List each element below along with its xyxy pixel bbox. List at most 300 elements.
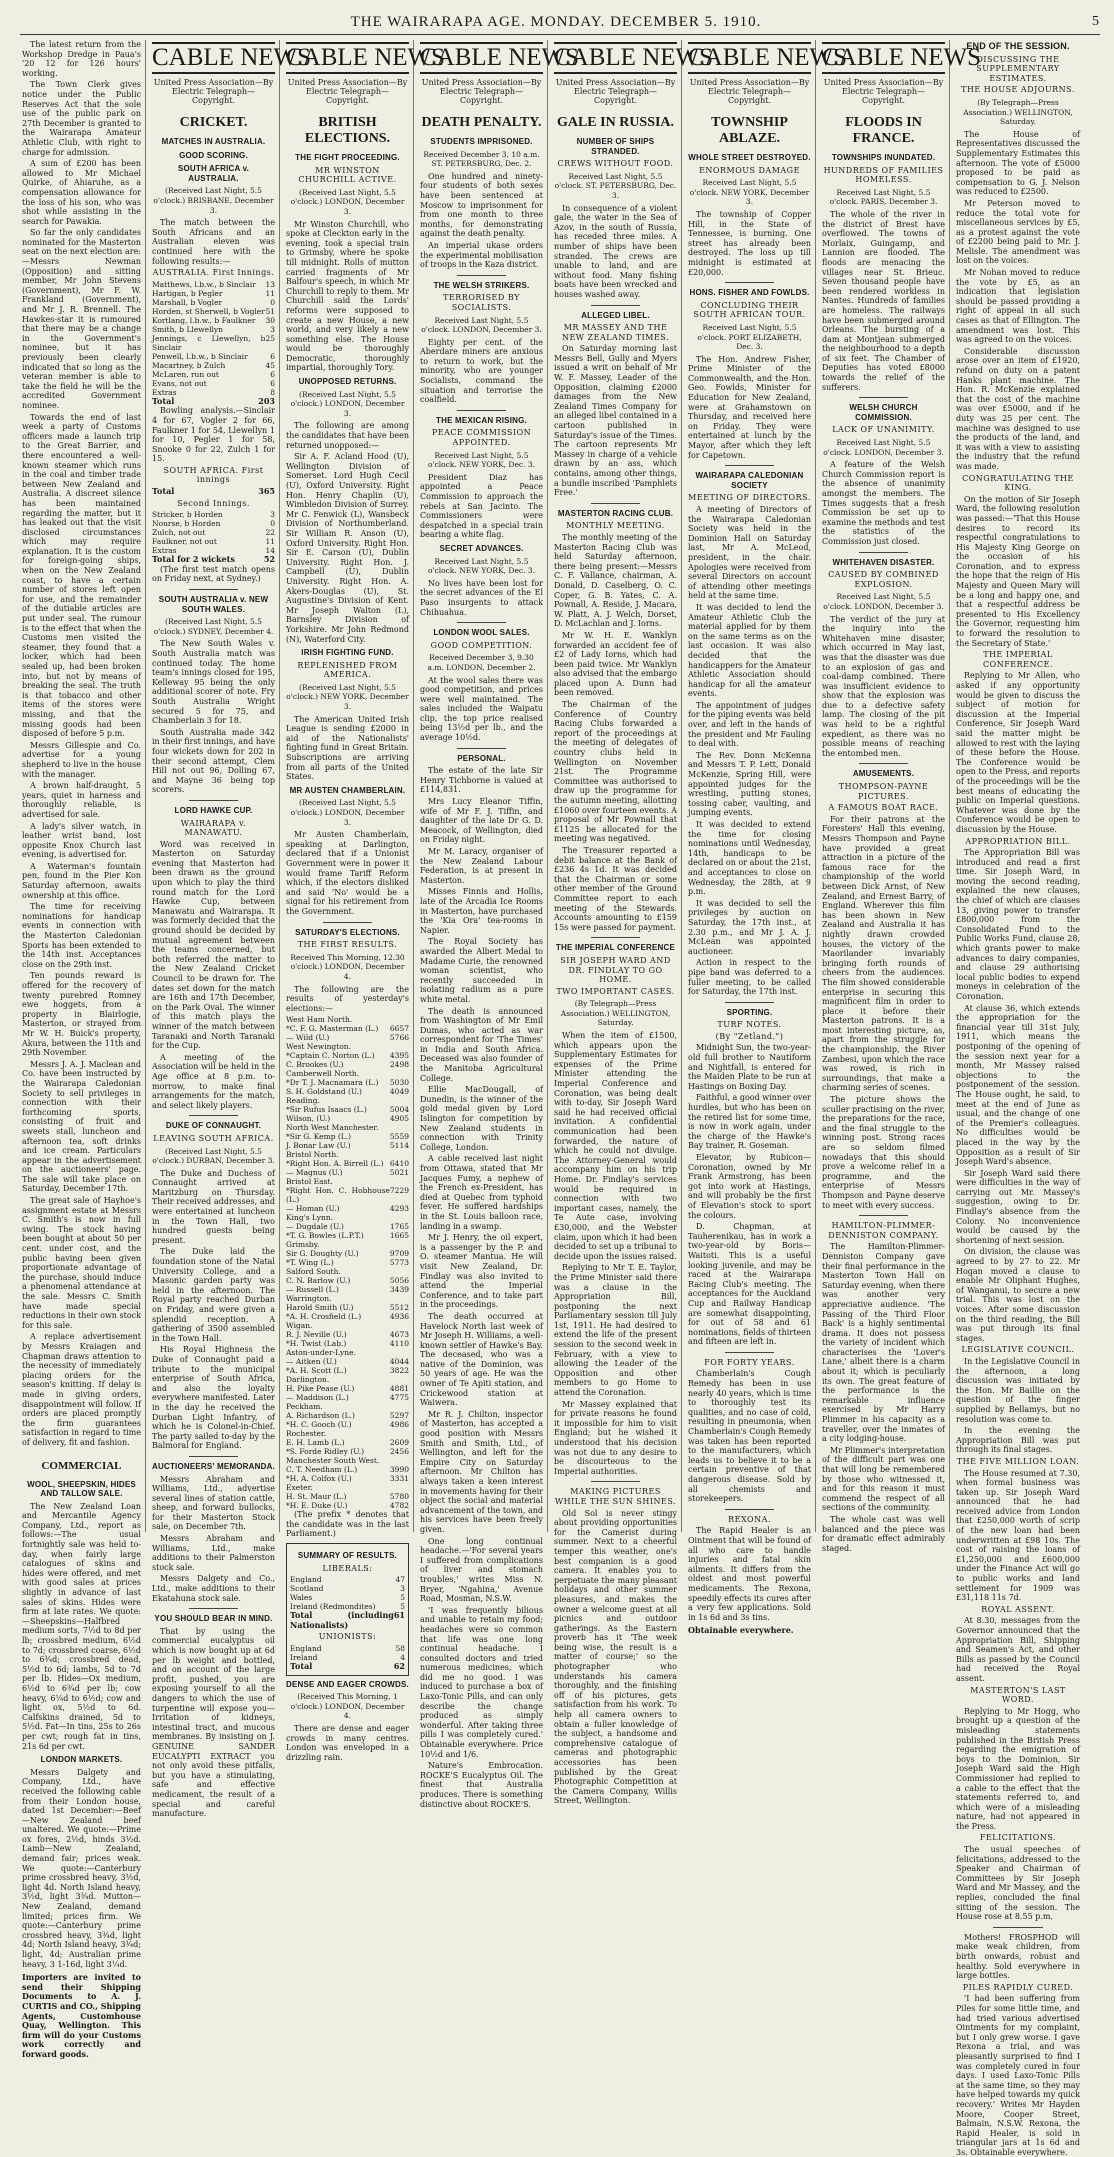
row-label: Hartigan, b Pegler	[152, 288, 223, 298]
score-row	[152, 307, 275, 316]
row-value: 3	[270, 510, 275, 520]
advertisement: Obtainable everywhere.	[688, 1625, 794, 1636]
paragraph: Replying to Mr T. E. Taylor, the Prime Minister said there was a clause in the Appropriation Bill, postponing the next Parliamentary session till July 1st, 1911. He had desired to extend the life of the present session to the second week in February, with a view to allowing the Leader of the Opposition and other members to go Home to attend the Coronation.	[554, 1263, 677, 1398]
row-value: 25	[265, 333, 275, 343]
paragraph: The Chairman of the Conference of Country Racing Clubs forwarded a report of the proceedings at the meeting of delegates of country clubs held in Wellington on November 21st. The Programme Committee was authorised to draw up the programme for the autumn meeting, allotting £1060 over fourteen events. A proposal of Mr Pownall that £1125 be allocated for the meeting was negatived.	[554, 700, 677, 844]
article-heading: END OF THE SESSION.	[966, 41, 1070, 51]
paragraph: (The prefix * denotes that the candidate was in the last Parliament.)	[286, 1510, 409, 1539]
divider	[189, 1115, 238, 1116]
subheading: APPROPRIATION BILL.	[965, 836, 1071, 846]
row-label: Smith, b Llewellyn	[152, 324, 223, 334]
row-label: Jennings, c Llewellyn, b Sinclair	[152, 333, 266, 352]
score-row	[286, 1339, 409, 1348]
subheading: CAUSED BY COMBINED EXPLOSION.	[828, 570, 939, 589]
subheading: SATURDAY'S ELECTIONS.	[295, 927, 400, 937]
paragraph: D. Chapman, at Tauherenikau, has in work a two-year-old by Boris—Waitoti. This is a useful looking juvenile, and may be raced at the Wairarapa Racing Club's meeting. The acceptances for the Auckland Cup and Railway Handicap are somewhat disappointing, for out of 58 and 61 nominations, fields of thirteen and fifteen are left in.	[688, 1222, 811, 1347]
article-heading: DEATH PENALTY.	[421, 115, 542, 130]
divider	[189, 1456, 238, 1457]
subheading: UNOPPOSED RETURNS.	[298, 377, 397, 387]
paragraph: Towards the end of last week a party of Customs officers made a launch trip to the Great Barrier, and there encountered a well-known steamer which runs in the coal and timber trade between New Zealand and Australia. A discreet silence has been maintained regarding the matter, but it has leaked out that the visit disclosed circumstances which may require explanation. It is the custom for foreign-going ships, when on the New Zealand coast, to have a certain number of stores left open for use, and the remainder of the dutiable articles are put under seal. The rumour is to the effect that when the Customs men visited the steamer, they found that a locker, which had been sealed up, had been broken into, but not by means of breaking the seal. The truth is that tobacco and other items of the stores were missing, and that the missing goods had been disposed of before 5 p.m.	[22, 412, 141, 739]
row-value: 6657	[389, 1024, 409, 1034]
dateline: Received Last Night, 5.5 o'clock. PORT ELIZABETH, Dec. 3.	[697, 322, 802, 352]
row-value: 4395	[389, 1051, 409, 1061]
row-value: 22	[265, 528, 275, 538]
paragraph: Eighty per cent. of the Aberdare miners are anxious to return to work, but the minority, who are younger Socialists, command the situation and terrorise the coalfield.	[420, 337, 543, 405]
score-row	[286, 1501, 409, 1510]
paragraph: The township of Copper Hill, in the State of Tennessee, is burning. One street has already been destroyed. The loss up till midnight is estimated at £20,000.	[688, 209, 811, 277]
row-label: *C. F. G. Masterman (L.)	[286, 1024, 379, 1034]
press-credit: United Press Association—By Electric Telegraph—Copyright.	[823, 78, 944, 105]
row-label: *H. Twist (Lab.)	[286, 1339, 347, 1349]
paragraph: The latest return from the Workshop Dredge in Paua's '20 12 for 126 hours' working.	[22, 40, 141, 78]
score-row	[286, 1024, 409, 1033]
paragraph: On Saturday morning last Messrs Bell, Gully and Myers issued a writ on behalf of Mr W. F. Massey, Leader of the Opposition, claiming £2000 damages from the New Zealand Times Company for an alleged libel contained in a cartoon published in Saturday's issue of the Times. The cartoon represents Mr Massey in charge of a vehicle drawn by an ass, which contains, among other things, a bundle inscribed 'Pamphlets Free.'	[554, 344, 677, 498]
subheading: SPORTING.	[726, 1007, 773, 1017]
article-heading: BRITISH ELECTIONS.	[304, 115, 391, 146]
paragraph: Sir A. F. Acland Hood (U), Wellington Division of Somerset. Lord Hugh Cecil (U), Oxford University. Right Hon. Henry Chaplin (U), Wimbledon Division of Surrey. Mr C. Fenwick (L), Wansbeck Division of Northumberland. Sir William R. Anson (U), Oxford University. Right Hon. Sir E. Carson (U), Dublin University. Right Hon. J. Campbell (U), Dublin University. Right Hon. A. Akers-Douglas (U), St. Augustine's Division of Kent. Mr Joseph Walton (L), Barnsley Division of Yorkshire. Mr John Redmond (N), Waterford City.	[286, 452, 409, 644]
paragraph: Messrs Dalgety and Co., Ltd., make additions to their Ekatahuna stock sale.	[152, 1574, 275, 1603]
row-value: 13	[265, 279, 275, 289]
dateline: Received Last Night, 5.5 o'clock. NEW YORK, December 3.	[689, 178, 810, 207]
paragraph: The monthly meeting of the Masterton Racing Club was held Saturday afternoon, there being present:—Messrs C. F. Vallance, chairman, A. Donald, D. Caselberg, O. C. Coper, G. B. Yates, C. A. Pownall, A. Reside, J. Macara, W. Platt, A. J. Welch, Dorset, D. McLachlan and J. Iorns.	[554, 532, 677, 629]
dateline: Received Last Night, 5.5 o'clock. LONDON, December 3.	[823, 438, 944, 457]
dateline: Received Last Night, 5.5 o'clock. NEW YORK, Dec. 3.	[427, 450, 536, 470]
paragraph: The Duke and Duchess of Connaught arrived at Maritzburg on Thursday. Their received addresses, and were entertained at luncheon in the Town Hall, two hundred guests being present.	[152, 1168, 275, 1245]
score-row	[290, 1575, 405, 1584]
row-label: C. T. Needham (L.)	[286, 1465, 358, 1475]
score-row	[286, 1168, 409, 1177]
score-row	[286, 1051, 409, 1060]
paragraph: Considerable discussion arose over an item of £1920, refund on duty on a patent Hanks plant machine. The Hon. R. McKenzie explained that the cost of the machine was over £5000, and if he duty was 25 per cent. The machine was designed to use the products of the land, and it was with a view to assisting the industry that the refund was made.	[956, 346, 1080, 471]
paragraph: Mr M. Laracy, organiser of the New Zealand Labour Federation, is at present in Masterton.	[420, 847, 543, 885]
subheading: PEACE COMMISSION APPOINTED.	[431, 428, 532, 448]
paragraph: At clause 36, which extends the appropriation for the financial year till 31st July, 1911, which means the postponing of the opening of the session next year for a month, Mr Massey raised objections to the postponement of the session. The House ought, he said, to meet at the end of June as usual, and the change of one of the Premier's colleagues. No difficulties would be placed in the way by the Opposition as a result of Sir Joseph Ward's absence.	[956, 1003, 1080, 1167]
score-row	[152, 537, 275, 546]
row-label: — Dugdale (U.)	[286, 1222, 344, 1232]
innings-label: Second Innings.	[177, 498, 250, 508]
subheading: SECRET ADVANCES.	[439, 543, 524, 553]
scorecard	[152, 510, 275, 555]
score-row	[290, 1584, 405, 1593]
paragraph: 'I was frequently bilious and unable to retain my food; headaches were so common that life was one long continual headache. I consulted doctors and tried numerous medicines, which did me no good. I was induced to purchase a box of Laxo-Tonic Pills, and can only describe the change produced as simply wonderful. After taking three pills I was completely cured.' Obtainable everywhere. Price 10½d and 1/6.	[420, 1605, 543, 1759]
score-row	[286, 1438, 409, 1447]
masthead-rule	[20, 34, 1100, 35]
row-label: Extras	[152, 387, 177, 397]
subheading: AUCTIONEERS' MEMORANDA.	[152, 1461, 275, 1471]
row-label: — Aitken (U.)	[286, 1357, 337, 1367]
row-value: 6	[270, 378, 275, 388]
paragraph: Faithful, a good winner over hurdles, but who has been on the retired list for some time, is now in work again, under the charge of the Hawke's Bay trainer, R. Goseman.	[688, 1093, 811, 1151]
row-value: 3	[270, 324, 275, 334]
paragraph: The picture shows the sculler practising on the river, the preparations for the race, and the final struggle to the winning post. Strong races are so seldom filmed nowadays that this should prove a welcome relief in a programme, and the enterprise of Messrs Thompson and Payne deserve to meet with every success.	[822, 1095, 945, 1210]
score-row	[286, 1141, 409, 1150]
row-label: — Magnus (U.)	[286, 1168, 343, 1178]
subheading: WELSH CHURCH COMMISSION.	[849, 403, 918, 422]
row-label: H. St. Maur (L.)	[286, 1492, 347, 1502]
row-value: 6	[270, 351, 275, 361]
score-row	[152, 334, 275, 352]
paragraph: The death is announced from Washington of Mr Emil Dumas, who acted as war correspondent for 'The Times' in India and South Africa. Deceased was also founder of the Manitoba Agricultural College.	[420, 1006, 543, 1083]
unionist-rows	[290, 1644, 405, 1662]
subheading: CREWS WITHOUT FOOD.	[557, 159, 674, 169]
paragraph: The House of Representatives discussed the Supplementary Estimates this afternoon. The vote of £5000 proposed to be paid as compensation to G. J. Nelson was reduced to £2500.	[956, 129, 1080, 197]
section-heading: COMMERCIAL	[41, 1459, 122, 1472]
paragraph: The Treasurer reported a debit balance at the Bank of £236 4s 1d. It was decided that the Chairman or some other member of the Ground Committee report to each meeting of the Stewards. Accounts amounting to £159 15s were passed for payment.	[554, 845, 677, 932]
subheading: REXONA.	[728, 1514, 771, 1524]
innings-label: SOUTH AFRICA. First innings	[163, 465, 264, 485]
subheading: MASTERTON RACING CLUB.	[557, 508, 674, 518]
row-label: Warrington.	[286, 1294, 332, 1304]
row-label: North West Manchester.	[286, 1123, 379, 1133]
row-label: *Right Hon. A. Birrell (L.)	[286, 1159, 384, 1169]
cable-news-heading: CABLE NEWS	[420, 42, 543, 74]
score-row	[286, 1159, 409, 1168]
subheading: MR MASSEY AND THE NEW ZEALAND TIMES.	[561, 323, 670, 342]
subheading: WHITEHAVEN DISASTER.	[832, 557, 935, 567]
row-value: 5004	[389, 1105, 409, 1115]
column-6	[686, 40, 848, 1636]
score-row	[286, 1375, 409, 1384]
total-line: Total for 2 wickets 52	[152, 554, 275, 565]
row-value: 6	[270, 369, 275, 379]
subheading: STUDENTS IMPRISONED.	[430, 137, 533, 146]
score-row	[286, 1465, 409, 1474]
score-row	[286, 1474, 409, 1483]
dateline: Received December 3, 9.30 a.m. LONDON, December 2.	[427, 653, 536, 672]
paragraph: The following are among the candidates that have been returned unopposed:—	[286, 421, 409, 450]
cable-news-heading: CABLE NEWS	[286, 42, 409, 74]
total-line: Total (including Nationalists) 61	[290, 1610, 405, 1630]
divider	[591, 503, 640, 504]
dateline: (By Telegraph—Press Association.) WELLINGTON, Saturday.	[560, 999, 671, 1028]
row-value: 7229	[389, 1186, 409, 1196]
paragraph: A feature of the Welsh Church Commission report is the absence of unanimity amongst the members. The Times suggests that a fresh Commission be set up to examine the methods and test the statistics of the Commission just closed.	[822, 460, 945, 546]
row-value: 4936	[389, 1312, 409, 1322]
score-row	[286, 1186, 409, 1204]
dateline: (Received Last Night, 5.5 o'clock.) LONDON, December 3.	[290, 389, 405, 418]
score-row	[286, 1249, 409, 1258]
innings-label: AUSTRALIA. First Innings.	[152, 268, 275, 278]
row-label: Aston-under-Lyne.	[286, 1348, 356, 1358]
subheading: CONGRATULATING THE KING.	[962, 473, 1074, 493]
party-label: UNIONISTS:	[318, 1632, 377, 1642]
score-row	[286, 1276, 409, 1285]
row-label: Horden, st Sherwell, b Vogler	[152, 306, 265, 316]
press-credit: United Press Association—By Electric Telegraph—Copyright.	[689, 78, 810, 105]
row-value: 4782	[389, 1501, 409, 1511]
score-row	[286, 1150, 409, 1159]
row-label: *T. G. Bowles (L.P.T.)	[286, 1231, 364, 1241]
total-line: Total 365	[152, 486, 275, 497]
subheading: LEGISLATIVE COUNCIL.	[961, 1345, 1075, 1355]
score-row	[286, 1366, 409, 1375]
paragraph: The Hon. Andrew Fisher, Prime Minister of the Commonwealth, and the Hon. Geo. Fowlds, Minister for Education for New Zealand, were at Grahamstown on Thursday, and received here on Friday. They were entertained at lunch by the Mayor, after which they left for Capetown.	[688, 354, 811, 460]
paragraph: There are dense and eager crowds in many centres. London was enveloped in a drizzling rain.	[286, 1724, 409, 1762]
row-value: 5021	[389, 1168, 409, 1178]
column-1	[20, 40, 146, 2059]
subheading: IRISH FIGHTING FUND.	[301, 648, 394, 658]
row-value: 14	[265, 546, 275, 556]
paragraph: Misses Finnis and Hollis, late of the Arcadia Ice Rooms in Masterton, have purchased the 'Kia Ora' tea-rooms in Napier.	[420, 887, 543, 935]
row-value: 2609	[389, 1438, 409, 1448]
row-value: 58	[395, 1644, 405, 1654]
paragraph: It was decided to extend the time for closing nominations until Wednesday, 14th, handicaps to be declared on or about the 21st, and acceptances to close on Wednesday, the 28th, at 9 p.m.	[688, 820, 811, 897]
row-value: 5030	[389, 1078, 409, 1088]
score-row	[286, 1312, 409, 1321]
paragraph: The New Zealand Loan and Mercantile Agency Company, Ltd., report as follows:—The usual fortnightly sale was held to-day, when fairly large catalogues of skins and hides were offered, and met with good sales at prices slightly in advance of last sales of skins. Hides were firm at late rates. We quote:—Sheepskins—Halfbred medium sorts, 7½d to 8d per lb; crossbred medium, 6½d to 7d; crossbred coarse, 6½d to 6¾d; crossbred dead, 5½d to 6d; lambs, 5d to 7d per lb. Hides—Ox medium, 6½d to 6¾d per lb; cow heavy, 6¼d to 6½d; cow and light ox, 5½d to 6d. Calfskins drained, 5d to 5½d. Fat—In tins, 25s to 26s per cwt; rough fat in tins, 21s 6d per cwt.	[22, 1501, 141, 1751]
row-value: 3439	[389, 1285, 409, 1295]
paragraph: On division, the clause was agreed to by 27 to 22. Mr Hogan moved a clause to enable Mr Oliphant Hughes, of Wanganui, to secure a new trial. This was lost on the voices. After some discussion on the third reading, the Bill was put through its final stages.	[956, 1247, 1080, 1343]
score-row	[286, 1447, 409, 1456]
subheading: GOOD SCORING.	[179, 150, 248, 160]
score-row	[286, 1105, 409, 1114]
paragraph: At the wool sales there was good competition, and prices were well maintained. The sales included the Waipatu clip, the top price realised being 13½d per lb., and the average 10½d.	[420, 675, 543, 743]
row-label: Ireland	[290, 1653, 318, 1663]
subheading: ROYAL ASSENT.	[981, 1604, 1055, 1614]
dateline: Received Last Night, 5.5 o'clock. NEW YORK, Dec. 3.	[427, 556, 536, 576]
dateline: Received Last Night, 5.5 o'clock. PARIS, December 3.	[829, 187, 938, 207]
paragraph: The estate of the late Sir Henry Tichborne is valued at £114,831.	[420, 766, 543, 795]
paragraph: When the item of £1500, which appears upon the Supplementary Estimates for expenses of the Prime Minister attending the Imperial Conference and Coronation, was being dealt with to-day, Sir Joseph Ward said he had received official invitation. A confidential communication had been forwarded, the nature of which he could not divulge. The Attorney-General would accompany him on his trip Home. Dr. Findlay's services would be required in connection with two important cases, namely, the Te Aute case, involving £30,000, and the Webster claim, upon which it had been decided to set up a tribunal to decide upon the issues raised.	[554, 1031, 677, 1261]
advertisement: Importers are invited to send their Shipping Documents to A. J. CURTIS and CO., Shipping Agents, Customhouse Quay, Wellington. This firm will do your Customs work correctly and forward goods.	[22, 1972, 141, 2059]
paragraph: Old Sol is never stingy about providing opportunities for the Camerist during summer. Next to a cheerful temper this weather, one's best companion is a good camera. It enables you to perpetuate the many pleasant holidays and other summer pleasures, and makes the owner a welcome guest at all picnics and outdoor gatherings. As the Eastern proverb has it 'The week being wise, the result is a matter of course;' so the photographer who understands his camera thoroughly, and the finishing off of his pictures, gets satisfaction from his work. To help all camera owners to obtain a fuller knowledge of the subject, a handsome and comprehensive catalogue of cameras and photographic accessories has been published by the Great Photographic Competition at the Camera Company, Willis Street, Wellington.	[554, 1508, 677, 1806]
column-7	[820, 40, 982, 1553]
scorecard	[152, 280, 275, 397]
row-label: — Russell (L.)	[286, 1285, 339, 1295]
row-value: 5056	[389, 1276, 409, 1286]
paragraph: One hundred and ninety-four students of both sexes have been sentenced at Moscow to imprisonment for from one month to three months, for demonstrating against the death penalty.	[420, 171, 543, 239]
paragraph: Midnight Sun, the two-year-old full brother to Nautiform and Nightfall, is entered for the Maiden Plate to be run at Hastings on Boxing Day.	[688, 1043, 811, 1091]
cable-news-heading: CABLE NEWS	[554, 42, 677, 74]
subheading: SUMMARY OF RESULTS.	[297, 1551, 398, 1561]
row-value: 4049	[389, 1087, 409, 1097]
row-value: 4293	[389, 1204, 409, 1214]
subheading: HAMILTON-PLIMMER-DENNISTON COMPANY.	[828, 1221, 939, 1240]
score-row	[286, 1222, 409, 1231]
paragraph: The following are the results of yesterday's elections:—	[286, 984, 409, 1013]
subheading: A FAMOUS BOAT RACE.	[828, 803, 939, 813]
row-value: 1765	[389, 1222, 409, 1232]
subheading: MR WINSTON CHURCHILL ACTIVE.	[298, 165, 397, 185]
paragraph: His Royal Highness the Duke of Connaught paid a tribute to the municipal enterprise of South Africa, and also the loyalty everywhere manifested. Later in the day he received the Durban Light Infantry, of which he is Colonel-in-Chief. The party sailed to-day by the Balmoral for England.	[152, 1345, 275, 1451]
dateline: (Received Last Night, 5.5 o'clock.) SYDNEY, December 4.	[153, 617, 274, 636]
row-label: J. Bonar Law (U.)	[286, 1141, 351, 1151]
paragraph: An imperial ukase orders the experimental mobilisation of troops in the Kaza district.	[420, 240, 543, 270]
score-row	[152, 528, 275, 537]
divider	[189, 1608, 238, 1609]
score-row	[286, 1393, 409, 1402]
paragraph: Mr Winston Churchill, who spoke at Cleckton early in the evening, took a special train to Grimsby, where he spoke till midnight. Rolls of mutton carried fragments of Mr Balfour's speech, in which Mr Churchill to reply to them. Mr Churchill said the Lords' reforms were supposed to create a new House, a new world, and very likely a new something else. The House would be thoroughly Democratic, thoroughly impartial, thoroughly Tory.	[286, 219, 409, 373]
paragraph: The House resumed at 7.30, when formal business was taken up. Sir Joseph Ward announced that he had received advice from London that £250,000 worth of scrip of the new loan had been underwritten at £98 10s. The cost of raising the loans of £1,250,000 and £600,000 under the Finance Act will go to public works and land settlement for 1909 was £31,118 11s 7d.	[956, 1468, 1080, 1603]
row-label: Macartney, b Zulch	[152, 360, 226, 370]
paragraph: The Rev. Donn McKenna and Messrs T. P. Lett, Donald McKenzie, Spring Hill, were appointed judges for the wrestling, putting stones, tossing caber, vaulting, and jumping events.	[688, 750, 811, 818]
election-results	[286, 1015, 409, 1510]
paragraph: The New South Wales v. South Australia match was continued today. The home team's innings closed for 195, Kelleway 95 being the only additional scorer of note. Fry South Australia Wright secured 5 for 75, and Chamberlain 3 for 18.	[152, 639, 275, 726]
paragraph: Mr Peterson moved to reduce the total vote for miscellaneous services by £5, as a protest against the vote of £2200 being paid to Mr. J. Melisle. The amendment was lost on the voices.	[956, 198, 1080, 266]
paragraph: The Rapid Healer is an Ointment that will be found of all who care to handle injuries and fatal skin ailments. It differs from the oldest and most powerful medicaments. The Rexona, speedily effects its cures after a very few applications. Sold in 1s 6d and 3s tins.	[688, 1526, 811, 1622]
paragraph: South Australia made 342 in their first innings, and have four wickets down for 202 in their second attempt, Clem Hill not out 96, Dolling 67, and Mayne 36 being top scorers.	[152, 727, 275, 795]
paragraph: Mr Massey explained that for private reasons he found it impossible for him to visit England; but he wished it understood that his decision was not due to any desire to be discourteous to the Imperial authorities.	[554, 1399, 677, 1476]
score-row	[286, 1330, 409, 1339]
row-label: Wales	[290, 1593, 313, 1603]
row-label: Zulch, not out	[152, 528, 206, 538]
row-value: 3990	[389, 1465, 409, 1475]
newspaper-columns	[20, 40, 1104, 2157]
paragraph: The time for receiving nominations for handicap events in connection with the Masterton Caledonian Sports has been extended to the 14th inst. Acceptances close on the 29th inst.	[22, 902, 141, 969]
row-label: Wigan.	[286, 1321, 313, 1331]
total-line: Total 203	[152, 395, 275, 406]
subheading: PILES RAPIDLY CURED.	[962, 1982, 1074, 1992]
subheading: SIR JOSEPH WARD AND DR. FINDLAY TO GO HOME.	[560, 955, 671, 985]
row-value: 47	[395, 1575, 405, 1585]
row-label: H. Pike Pease (U.)	[286, 1384, 355, 1394]
score-row	[152, 519, 275, 528]
total-line: Total 62	[290, 1661, 405, 1672]
paragraph: Ellie MacDougall, of Dunedin, is the winner of the gold medal given by Lord Islington for competition by New Zealand students in connection with Trinity College, London.	[420, 1085, 543, 1152]
row-label: Bristol North.	[286, 1150, 339, 1160]
paragraph: So far the only candidates nominated for the Masterton seat on the next election are:—Messrs Newman (Opposition) and sitting member, Mr John Stevens (Government), Mr F. W. Frankland (Government), and Mr J. R. Brennell. The Hawkes-star it is rumoured that there may be a change in the Government's nominee, but it has previously been clearly indicated that so long as the veteran member is able to take the field he will be the accredited Government nominee.	[22, 228, 141, 410]
row-value: 0	[270, 519, 275, 529]
paragraph: The American United Irish League is sending £2000 in aid of the Nationalists' fighting fund in Great Britain. Subscriptions are arriving from all parts of the United States.	[286, 714, 409, 782]
dateline: (Received Last Night, 5.5 o'clock.) DURBAN, December 3.	[152, 1146, 275, 1166]
paragraph: A meeting of Directors of the Wairarapa Caledonian Society was held in the Dominion Hall on Saturday last, Mr A. McLeod, president, in the chair. Apologies were received from several Directors on account of attending other meetings held at the same time.	[688, 505, 811, 601]
row-label: *H. A. Colfox (U.)	[286, 1474, 352, 1484]
row-value: 4110	[389, 1339, 409, 1349]
column-3	[284, 40, 446, 1762]
subheading: TERRORISED BY SOCIALISTS.	[443, 293, 520, 312]
subheading: (By "Zetland.")	[715, 1031, 784, 1041]
paragraph: It was decided to sell the privileges by auction on Saturday, the 17th inst., at 2.30 p.m., and Mr J. A. J. McLean was appointed auctioneer.	[688, 898, 811, 956]
divider	[725, 465, 774, 466]
subheading: WHOLE STREET DESTROYED.	[688, 153, 811, 162]
row-label: Sir G. Doughty (U.)	[286, 1249, 359, 1259]
paragraph: Mr Plimmer's interpretation of the difficult part was one that will long be remembered by those who witnessed it, and for this reason it must commend the respect of all sections of the community.	[822, 1445, 945, 1513]
page-number: 5	[1092, 14, 1100, 29]
row-label: England	[290, 1575, 322, 1585]
divider	[591, 1481, 640, 1482]
paragraph: The usual speeches of felicitations, addressed to the Speaker and Chairman of Committees by Sir Joseph Ward and Mr Massey, and the replies, concluded the final sitting of the session. The House rose at 8.55 p.m.	[956, 1845, 1080, 1922]
row-label: — Homan (U.)	[286, 1204, 340, 1214]
score-row	[286, 1420, 409, 1429]
row-value: 2456	[389, 1447, 409, 1457]
divider	[725, 1002, 774, 1003]
score-row	[152, 379, 275, 388]
paragraph: 'I had been suffering from Piles for some little time, and had tried various advertised Ointments for my complaint, but I only grew worse. I gave Rexona a trial, and was pleasantly surprised to find I was completely cured in four days. I used Laxo-Tonic Pills at the same time, so they may have helped towards my quick recovery.' Writes Mr Hayden Moore, Cooper Street, Balmain, N.S.W. Rexona, the Rapid Healer, is sold in triangular jars at 1s 6d and 3s. Obtainable everywhere.	[956, 1994, 1080, 2157]
paragraph: For their patrons at the Foresters' Hall this evening, Messrs Thompson and Payne have provided a great attraction in a picture of the famous race for the championship of the world between Dick Arnst, of New Zealand, and Ernest Barry, of England. Wherever this film has been shown in New Zealand and Australia it has nightly drawn crowded houses, the victory of the Maorilander invariably bringing forth rounds of cheers from the audiences. The film showed considerable enterprise in securing this magnificent film in order to place it before their Masterton patrons. It is a most interesting picture, as, apart from the struggle for the championship, the River Zambesi, upon which the race was rowed, is rich in surroundings, that make a charming series of scenes.	[822, 814, 945, 1093]
paragraph: On the motion of Sir Joseph Ward, the following resolution was passed:—'That this House desires to record its respectful congratulations to His Majesty King George on the occasion of his Coronation, and to express the hope that the reign of His Majesty and Queen Mary will be a long and happy one, and that a respectful address be presented to His Excellency the Governor, requesting him to forward the resolution to the Secretary of State.'	[956, 494, 1080, 648]
score-row	[152, 510, 275, 519]
row-label: Bristol East.	[286, 1177, 333, 1187]
score-row	[286, 1492, 409, 1501]
press-credit: United Press Association—By Electric Telegraph—Copyright.	[287, 78, 408, 105]
paragraph: In the evening the Appropriation Bill was put through its final stages.	[956, 1426, 1080, 1455]
subheading: LORD HAWKE CUP.	[174, 805, 253, 815]
paragraph: Mr R. J. Chilton, inspector of Masterton, has accepted a good position with Messrs Smith and Smith, Ltd., of Wellington, and left for the Empire City on Saturday afternoon. Mr Chilton has always taken a keen interest in movements having for their object the social and material advancement of the town, and his services have been freely given.	[420, 1409, 543, 1534]
row-label: Rochester.	[286, 1429, 327, 1439]
row-label: C. Brookes (U.)	[286, 1060, 344, 1070]
subheading: NUMBER OF SHIPS STRANDED.	[576, 137, 655, 156]
article-heading: GALE IN RUSSIA.	[556, 115, 675, 130]
row-value: 0	[270, 297, 275, 307]
paragraph: The whole cast was well balanced and the piece was for dramatic effect admirably staged.	[822, 1514, 945, 1553]
row-value: 5512	[389, 1303, 409, 1313]
score-row	[152, 370, 275, 379]
row-value: 5297	[389, 1411, 409, 1421]
paragraph: Messrs Dalgety and Company, Ltd., have received the following cable from their London house, dated 1st December:—Beef—New Zealand beef unaltered. We quote:—Prime ox fores, 2½d, hinds 3½d. Lamb—New Zealand, demand fair; prices weak. We quote:—Canterbury prime crossbred heavy, 3½d, light 4d. North Island heavy, 3½d, light 3¾d. Mutton—New Zealand, demand limited; prices firm. We quote:—Canterbury prime crossbred heavy, 3¾d, light 4d; North Island heavy, 3¾d; light, 4d; Australian prime heavy, 3 1-16d, light 3¼d.	[22, 1767, 141, 1969]
article-heading: TOWNSHIP ABLAZE.	[711, 115, 788, 146]
row-label: Stricker, b Horden	[152, 510, 223, 520]
subheading: MEETING OF DIRECTORS.	[688, 493, 811, 503]
subheading: YOU SHOULD BEAR IN MIND.	[154, 1614, 273, 1624]
score-row	[286, 1285, 409, 1294]
subheading: SOUTH AUSTRALIA v. NEW SOUTH WALES.	[158, 595, 269, 614]
paragraph: Replying to Mr Hogg, who brought up a question of the misleading statements published in the British Press regarding the emigration of boys to the Dominion, Sir Joseph Ward said the High Commissioner had replied to a cable to the effect that the statements referred to, and which were of a misleading nature, had not appeared in the Press.	[956, 1706, 1080, 1831]
row-value: 5114	[389, 1141, 409, 1151]
paragraph: (The first test match opens on Friday next, at Sydney.)	[152, 564, 275, 584]
paragraph: A cable received last night from Ottawa, stated that Mr Jacques Fumy, a nephew of the French ex-President, has died at Quebec from typhoid fever. He suffered hardships in the St. Louis balloon race, landing in a swamp.	[420, 1154, 543, 1231]
paragraph: A sum of £200 has been allowed to Mr Michael Quirke, of Ahiaruhe, as a compensation allowance for the loss of his son, who was shot while assisting in the search for Pawakia.	[22, 159, 141, 226]
row-value: 5	[400, 1593, 405, 1603]
dateline: Received December 3, 10 a.m. ST. PETERSBURG, Dec. 2.	[423, 149, 540, 169]
paragraph: The verdict of the jury at the inquiry into the Whitehaven mine disaster, which occurred in May last, was that the disaster was due to an explosion of gas and coal-damp combined. There was insufficient evidence to show that the explosion was due to a defective safety lamp. The closing of the pit was held to be a rightful expedient, as there was no possible means of reaching the entombed men.	[822, 614, 945, 758]
row-value: 45	[265, 360, 275, 370]
dateline: (Received Last Night, 5.5 o'clock.) LONDON, December 3.	[290, 187, 405, 216]
score-row	[286, 1348, 409, 1357]
row-value: 3822	[389, 1366, 409, 1376]
subheading: MATCHES IN AUSTRALIA.	[161, 137, 266, 146]
dateline: Received Last Night, 5.5 o'clock. LONDON, December 3.	[421, 315, 542, 335]
paragraph: The Appropriation Bill was introduced and read a first time. Sir Joseph Ward, in moving the second reading, explained the new clauses, the chief of which are clauses 13, giving power to transfer £800,000 from the Consolidated Fund to the Public Works Fund, clause 28, which grants power to make advances to dairy companies, and clause 29 authorising local public bodies to expend moneys in celebration of the Coronation.	[956, 848, 1080, 1001]
press-credit: United Press Association—By Electric Telegraph—Copyright.	[555, 78, 676, 105]
row-label: *H. E. Duke (U.)	[286, 1501, 348, 1511]
row-value: 4673	[389, 1330, 409, 1340]
row-label: Nourse, b Horden	[152, 519, 221, 529]
score-row	[152, 352, 275, 361]
summary-box	[286, 1543, 409, 1676]
row-value: 11	[265, 537, 275, 547]
score-row	[152, 316, 275, 325]
column-5	[552, 40, 714, 1806]
row-label: *Sir Rufus Isaacs (L.)	[286, 1105, 367, 1115]
paragraph: A brown half-draught, 5 years, quiet in harness and thoroughly reliable, is advertised for sale.	[22, 781, 141, 819]
subheading: LONDON MARKETS.	[40, 1755, 123, 1765]
paragraph: President Diaz has appointed a Peace Commission to approach the rebels at San Jacinto. The Commissioners were despatched in a special train bearing a white flag.	[420, 472, 543, 540]
paragraph: The Hamilton-Plimmer-Denniston Company gave their final performance in the Masterton Town Hall on Saturday evening, when there was another very appreciative audience. 'The Passing of the Third Floor Back' is a highly sentimental drama. It does not possess the variety of incident which characterises the 'Lover's Lane,' albeit there is a charm about it; which is peculiarly its own. The great feature of the performance is the remarkable influence exercised by Mr Harry Plimmer in his capacity as a traveller, over the inmates of a city lodging-house.	[822, 1242, 945, 1444]
score-row	[286, 1267, 409, 1276]
cable-news-heading: CABLE NEWS	[822, 42, 945, 74]
score-row	[152, 361, 275, 370]
divider	[457, 410, 506, 411]
paragraph: Ten pounds reward is offered for the recovery of twenty purebred Romney ewe hoggets, from a property in Blairlogie, Masterton, or strayed from Mr W. H. Buick's property, Akura, between the 11th and 29th November.	[22, 971, 141, 1058]
divider	[591, 937, 640, 938]
score-row	[152, 298, 275, 307]
subheading: THE FIVE MILLION LOAN.	[956, 1456, 1080, 1466]
divider	[323, 922, 372, 923]
score-row	[286, 1078, 409, 1087]
row-value: 3	[400, 1584, 405, 1594]
row-value: 1665	[389, 1231, 409, 1241]
score-row	[152, 325, 275, 334]
subheading: DISCUSSING THE SUPPLEMENTARY ESTIMATES.	[976, 54, 1060, 83]
row-label: *Dr T. J. Macnamara (L.)	[286, 1078, 379, 1088]
row-value: 5	[400, 1602, 405, 1612]
score-row	[286, 1294, 409, 1303]
paragraph: One long continual headache.—'For several years I suffered from complications of liver and stomach troubles,' writes Miss N. Bryer, 'Ngahina,' Avenue Road, Mosman, N.S.W.	[420, 1536, 543, 1604]
row-label: Extras	[152, 546, 177, 556]
subheading: THOMPSON-PAYNE PICTURES.	[838, 782, 929, 801]
dateline: (By Telegraph—Press Association.) WELLINGTON, Saturday.	[963, 97, 1073, 127]
article-heading: FLOODS IN FRANCE.	[845, 115, 922, 146]
